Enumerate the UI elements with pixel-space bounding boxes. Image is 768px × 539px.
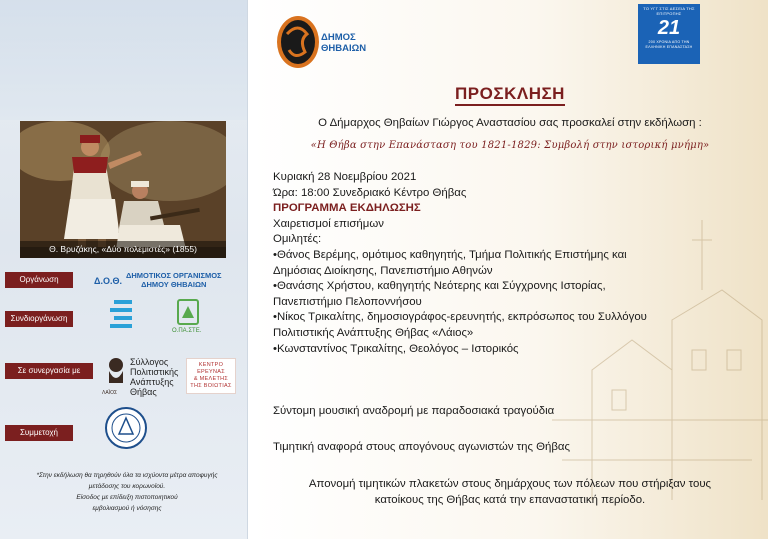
organizer-name-line1: ΔΗΜΟΤΙΚΟΣ ΟΡΓΑΝΙΣΜΟΣ [125, 271, 222, 280]
municipality-logo-icon [275, 14, 321, 70]
program-heading: ΠΡΟΓΡΑΜΜΑ ΕΚΔΗΛΩΣΗΣ [273, 202, 421, 215]
invitation-title-text: ΠΡΟΣΚΛΗΣΗ [455, 84, 565, 106]
plaques-line1: Απονομή τιμητικών πλακετών στους δημάρχους των πόλεων που στήριξαν τους [308, 478, 712, 490]
event-details [273, 170, 733, 357]
program-plaques [252, 476, 768, 508]
tag-co-organization: Συνδιοργάνωση [5, 311, 73, 327]
speaker-3-line1: •Νίκος Τρικαλίτης, δημοσιογράφος-ερευνητής, εκπρόσωπος του Συλλόγου [273, 311, 647, 324]
speaker-1-line2: Δημόσιας Διοίκησης, Πανεπιστήμιο Αθηνών [273, 264, 493, 277]
painting-illustration [20, 121, 226, 258]
badge-bottom-text: 200 ΧΡΟΝΙΑ ΑΠΟ ΤΗΝ ΕΛΛΗΝΙΚΗ ΕΠΑΝΑΣΤΑΣΗ [645, 40, 693, 49]
speaker-3-line2: Πολιτιστικής Ανάπτυξης Θήβας «Λάιος» [273, 326, 474, 339]
laios-line1: Σύλλογος [130, 357, 169, 367]
organizer-name-line2: ΔΗΜΟΥ ΘΗΒΑΙΩΝ [141, 280, 207, 289]
kentro-line4: ΤΗΣ ΒΟΙΩΤΙΑΣ [190, 383, 232, 389]
municipality-line2: ΘΗΒΑΙΩΝ [321, 43, 367, 54]
sky-background [0, 0, 248, 120]
organizer-logo [94, 271, 234, 291]
laios-line3: Ανάπτυξης [130, 377, 174, 387]
badge-top-text: ΤΟ ΥΓΓ ΣΤΙΣ ΔΕΣΕΙΑ ΤΗΣ ΕΠΙΤΡΟΠΗΣ [643, 6, 695, 16]
municipality-line1: ΔΗΜΟΣ [321, 32, 356, 43]
seal-logo-icon [104, 406, 148, 450]
event-time-place: Ώρα: 18:00 Συνεδριακό Κέντρο Θήβας [273, 186, 467, 199]
program-music: Σύντομη μουσική αναδρομή με παραδοσιακά τραγούδια [273, 405, 555, 417]
left-panel [0, 0, 248, 539]
event-date: Κυριακή 28 Νοεμβρίου 2021 [273, 171, 417, 183]
laios-mark: ΛΑΪΟΣ [102, 390, 118, 396]
painting-two-warriors [20, 121, 226, 258]
speaker-1-line1: •Θάνος Βερέμης, ομότιμος καθηγητής, Τμήμα Πολιτικής Επιστήμης και [273, 248, 627, 261]
health-note [22, 470, 232, 514]
invitation-title [252, 84, 768, 104]
tag-participation: Συμμετοχή [5, 425, 73, 441]
plaques-line2: κατοίκους της Θήβας κατά την επαναστατική περίοδο. [374, 494, 646, 506]
ministry-logo-icon [108, 298, 138, 334]
badge-number: 21 [657, 17, 681, 39]
tag-organization: Οργάνωση [5, 272, 73, 288]
kentro-line2: ΕΡΕΥΝΑΣ [197, 369, 225, 375]
anniversary-badge [638, 4, 700, 64]
note-line3: Είσοδος με επίδειξη πιστοποιητικού [76, 494, 178, 501]
laios-society-name [130, 357, 178, 397]
laios-line2: Πολιτιστικής [130, 367, 179, 377]
opaste-logo-icon [174, 298, 202, 328]
speaker-4: •Κωνσταντίνος Τρικαλίτης, Θεολόγος – Ιστορικός [273, 342, 519, 355]
event-title: «Η Θήβα στην Επανάσταση του 1821-1829: Συμβολή στην ιστορική μνήμη» [310, 140, 710, 151]
program-tribute: Τιμητική αναφορά στους απογόνους αγωνιστών της Θήβας [273, 441, 570, 453]
laios-line4: Θήβας [130, 387, 157, 397]
speakers-heading: Ομιλητές: [273, 233, 322, 246]
note-line1: *Στην εκδήλωση θα τηρηθούν όλα τα ισχύοντα μέτρα αποφυγής [36, 472, 218, 479]
kentro-line3: & ΜΕΛΕΤΗΣ [193, 376, 229, 382]
note-line2: μετάδοσης του κορωνοϊού. [88, 483, 166, 490]
note-line4: εμβολιασμού ή νόσησης [92, 505, 162, 512]
program-greetings: Χαιρετισμοί επισήμων [273, 217, 384, 230]
kentro-line1: ΚΕΝΤΡΟ [198, 362, 224, 368]
painting-caption: Θ. Βρυζάκης, «Δύο πολεμιστές» (1855) [20, 241, 226, 258]
tag-cooperation: Σε συνεργασία με [5, 363, 93, 379]
municipality-name [321, 32, 366, 54]
laios-logo-icon [104, 355, 128, 391]
opaste-label: Ο.ΠΑ.ΣΤΕ. [172, 328, 202, 334]
invitation-intro: Ο Δήμαρχος Θηβαίων Γιώργος Αναστασίου σας προσκαλεί στην εκδήλωση : [318, 117, 702, 129]
organizer-full-name [126, 271, 222, 289]
speaker-2-line2: Πανεπιστήμιο Πελοποννήσου [273, 295, 422, 308]
speaker-2-line1: •Θανάσης Χρήστου, καθηγητής Νεότερης και Σύγχρονης Ιστορίας, [273, 280, 606, 293]
organizer-abbr: Δ.Ο.Θ. [94, 276, 122, 286]
kentro-logo [186, 358, 236, 394]
